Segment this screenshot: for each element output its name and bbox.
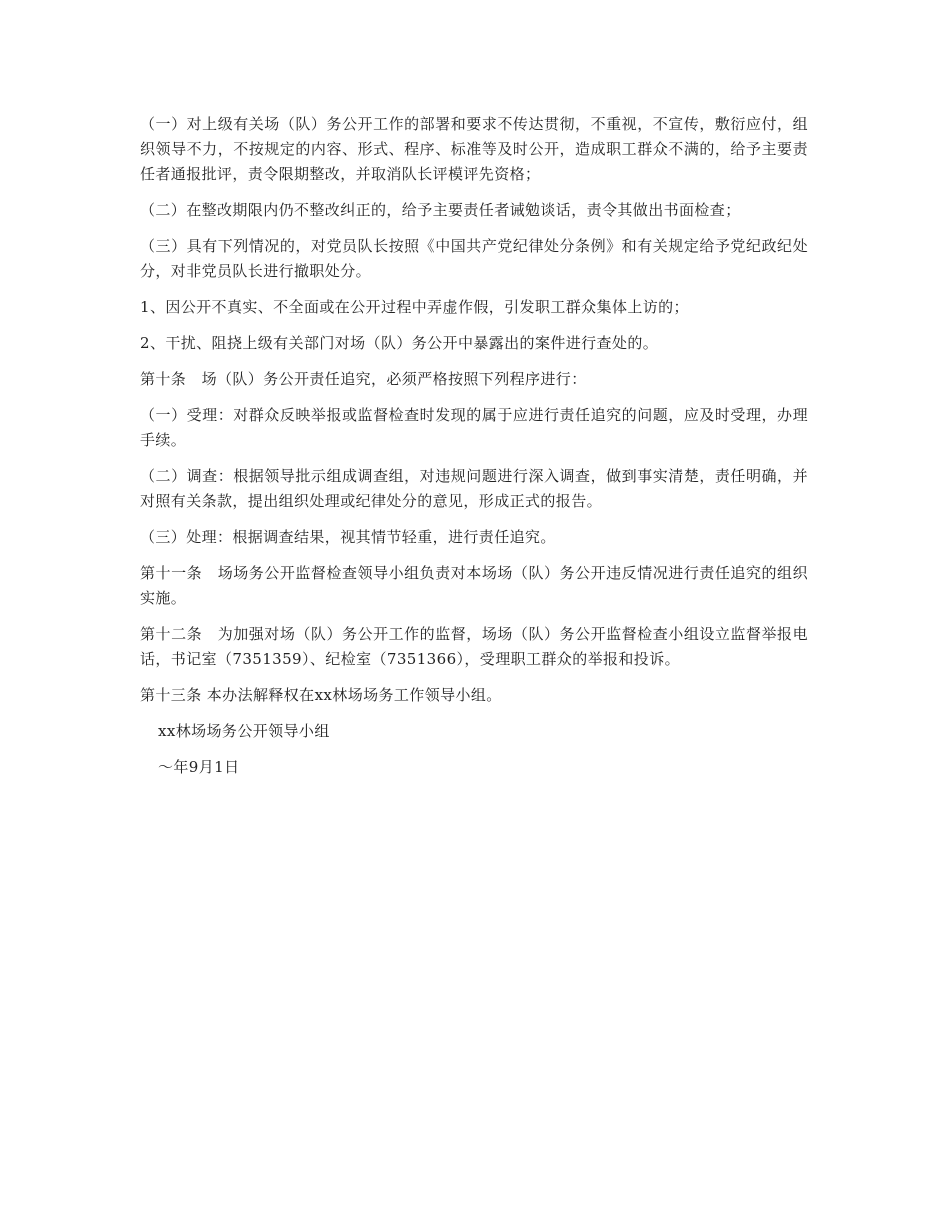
paragraph-4: 1、因公开不真实、不全面或在公开过程中弄虚作假，引发职工群众集体上访的； xyxy=(140,298,689,316)
paragraph-9: （三）处理：根据调查结果，视其情节轻重，进行责任追究。 xyxy=(140,528,556,546)
paragraph-1: （一）对上级有关场（队）务公开工作的部署和要求不传达贯彻，不重视，不宣传，敷衍应付，组织领导不力，不按规定的内容、形式、程序、标准等及时公开，造成职工群众不满的，给予主要责任者通报批评，责令限期整改，并取消队长评模评先资格； xyxy=(140,115,808,183)
signature-date: ～年9月1日 xyxy=(158,758,240,776)
article-13: 第十三条 本办法解释权在xx林场场务工作领导小组。 xyxy=(140,686,502,704)
paragraph-2: （二）在整改期限内仍不整改纠正的，给予主要责任者诫勉谈话，责令其做出书面检查； xyxy=(140,201,741,219)
article-11: 第十一条 场场务公开监督检查领导小组负责对本场场（队）务公开违反情况进行责任追究的组织实施。 xyxy=(140,564,808,607)
paragraph-5: 2、干扰、阻挠上级有关部门对场（队）务公开中暴露出的案件进行查处的。 xyxy=(140,334,659,352)
paragraph-7: （一）受理：对群众反映举报或监督检查时发现的属于应进行责任追究的问题，应及时受理，办理手续。 xyxy=(140,406,808,449)
document-body xyxy=(140,112,808,791)
paragraph-3: （三）具有下列情况的，对党员队长按照《中国共产党纪律处分条例》和有关规定给予党纪政纪处分，对非党员队长进行撤职处分。 xyxy=(140,237,808,280)
paragraph-8: （二）调查：根据领导批示组成调查组，对违规问题进行深入调查，做到事实清楚，责任明确，并对照有关条款，提出组织处理或纪律处分的意见，形成正式的报告。 xyxy=(140,467,808,510)
article-12: 第十二条 为加强对场（队）务公开工作的监督，场场（队）务公开监督检查小组设立监督举报电话，书记室（7351359）、纪检室（7351366），受理职工群众的举报和投诉。 xyxy=(140,625,808,668)
article-10: 第十条 场（队）务公开责任追究，必须严格按照下列程序进行： xyxy=(140,370,587,388)
signature-organization: xx林场场务公开领导小组 xyxy=(158,722,330,740)
